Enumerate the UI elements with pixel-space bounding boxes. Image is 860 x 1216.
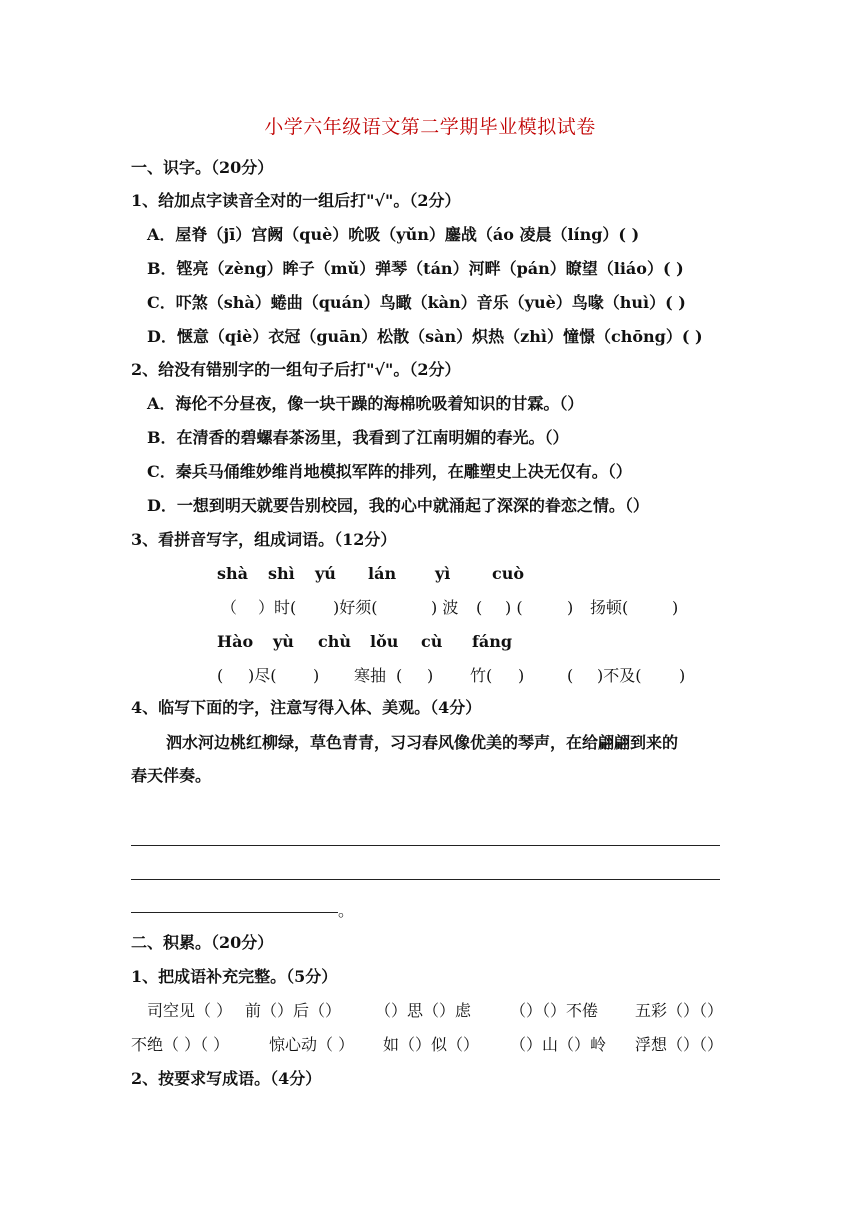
q1-option-d: D．惬意（qiè）衣冠（guān）松散（sàn）炽热（zhì）憧憬（chōng）( ) xyxy=(147,327,703,346)
blank-cell: ) ( xyxy=(505,598,523,617)
blank-cell: ) xyxy=(427,666,434,685)
idiom-item: 前（）后（） xyxy=(245,1001,342,1020)
blank-cell: )尽( xyxy=(248,666,277,685)
idiom-item: 司空见（ ） xyxy=(147,1001,233,1020)
q4-stem: 4、临写下面的字，注意写得入体、美观。（4分） xyxy=(131,698,482,717)
blank-cell: ( xyxy=(567,666,574,685)
blank-cell: ( xyxy=(217,666,224,685)
blank-cell: 扬顿( xyxy=(590,598,629,617)
pinyin-cell: Hào xyxy=(217,632,254,651)
blank-cell: ）时( xyxy=(258,598,297,617)
pinyin-cell: cù xyxy=(421,632,443,651)
q2-option-b: B．在清香的碧螺春茶汤里，我看到了江南明媚的春光。（） xyxy=(147,428,569,447)
idiom-item: 惊心动（ ） xyxy=(269,1035,355,1054)
q6-stem: 2、按要求写成语。（4分） xyxy=(131,1069,322,1088)
blank-cell: )好须( xyxy=(333,598,378,617)
q2-option-a: A．海伦不分昼夜，像一块干躁的海棉吮吸着知识的甘霖。（） xyxy=(147,394,584,413)
pinyin-cell: fáng xyxy=(472,632,513,651)
q2-option-c: C．秦兵马俑维妙维肖地模拟军阵的排列，在雕塑史上决无仅有。（） xyxy=(147,462,632,481)
q4-text-line2: 春天伴奏。 xyxy=(131,766,212,785)
writing-line xyxy=(131,879,720,880)
pinyin-cell: cuò xyxy=(492,564,525,583)
q1-option-a: A．屋脊（jī）宫阙（què）吮吸（yǔn）鏖战（áo 凌晨（líng）( ) xyxy=(147,225,640,244)
idiom-item: （）思（）虑 xyxy=(375,1001,472,1020)
writing-line xyxy=(131,912,338,913)
writing-end-mark: 。 xyxy=(338,901,355,920)
page-title: 小学六年级语文第二学期毕业模拟试卷 xyxy=(264,116,596,138)
part2-heading: 二、积累。（20分） xyxy=(131,933,274,952)
blank-cell: ( xyxy=(476,598,483,617)
blank-cell: ( xyxy=(396,666,403,685)
pinyin-cell: yù xyxy=(273,632,294,651)
q1-option-b: B．铿亮（zèng）眸子（mǔ）弹琴（tán）河畔（pán）瞭望（liáo）( ) xyxy=(147,259,684,278)
blank-cell: ) xyxy=(313,666,320,685)
idiom-item: 五彩（）（） xyxy=(635,1001,724,1020)
blank-cell: ) 波 xyxy=(431,598,459,617)
q2-option-d: D．一想到明天就要告别校园，我的心中就涌起了深深的眷恋之情。（） xyxy=(147,496,649,515)
blank-cell: 竹( xyxy=(470,666,493,685)
pinyin-cell: shì xyxy=(268,564,295,583)
pinyin-cell: yú xyxy=(315,564,336,583)
q1-stem: 1、给加点字读音全对的一组后打"√"。（2分） xyxy=(131,191,461,210)
writing-line xyxy=(131,845,720,846)
blank-cell: ) xyxy=(672,598,679,617)
idiom-item: 不绝（ ）（ ） xyxy=(131,1035,230,1054)
blank-cell: ) xyxy=(518,666,525,685)
blank-cell: 寒抽 xyxy=(354,666,387,685)
pinyin-cell: lǒu xyxy=(370,632,399,651)
pinyin-cell: chù xyxy=(318,632,352,651)
blank-cell: )不及( xyxy=(597,666,642,685)
pinyin-cell: yì xyxy=(435,564,451,583)
q3-stem: 3、看拼音写字，组成词语。（12分） xyxy=(131,530,397,549)
q5-stem: 1、把成语补充完整。（5分） xyxy=(131,967,338,986)
blank-cell: （ xyxy=(221,598,238,617)
pinyin-cell: shà xyxy=(217,564,249,583)
blank-cell: ) xyxy=(679,666,686,685)
q1-option-c: C．吓煞（shà）蜷曲（quán）鸟瞰（kàn）音乐（yuè）鸟喙（huì）( ) xyxy=(147,293,686,312)
idiom-item: （）（）不倦 xyxy=(510,1001,599,1020)
q4-text-line1: 泗水河边桃红柳绿，草色青青，习习春风像优美的琴声，在给翩翩到来的 xyxy=(166,733,679,752)
idiom-item: （）山（）岭 xyxy=(510,1035,607,1054)
idiom-item: 浮想（）（） xyxy=(635,1035,724,1054)
blank-cell: ) xyxy=(567,598,574,617)
pinyin-cell: lán xyxy=(368,564,397,583)
q2-stem: 2、给没有错别字的一组句子后打"√"。（2分） xyxy=(131,360,461,379)
part1-heading: 一、识字。（20分） xyxy=(131,158,274,177)
idiom-item: 如（）似（） xyxy=(383,1035,480,1054)
